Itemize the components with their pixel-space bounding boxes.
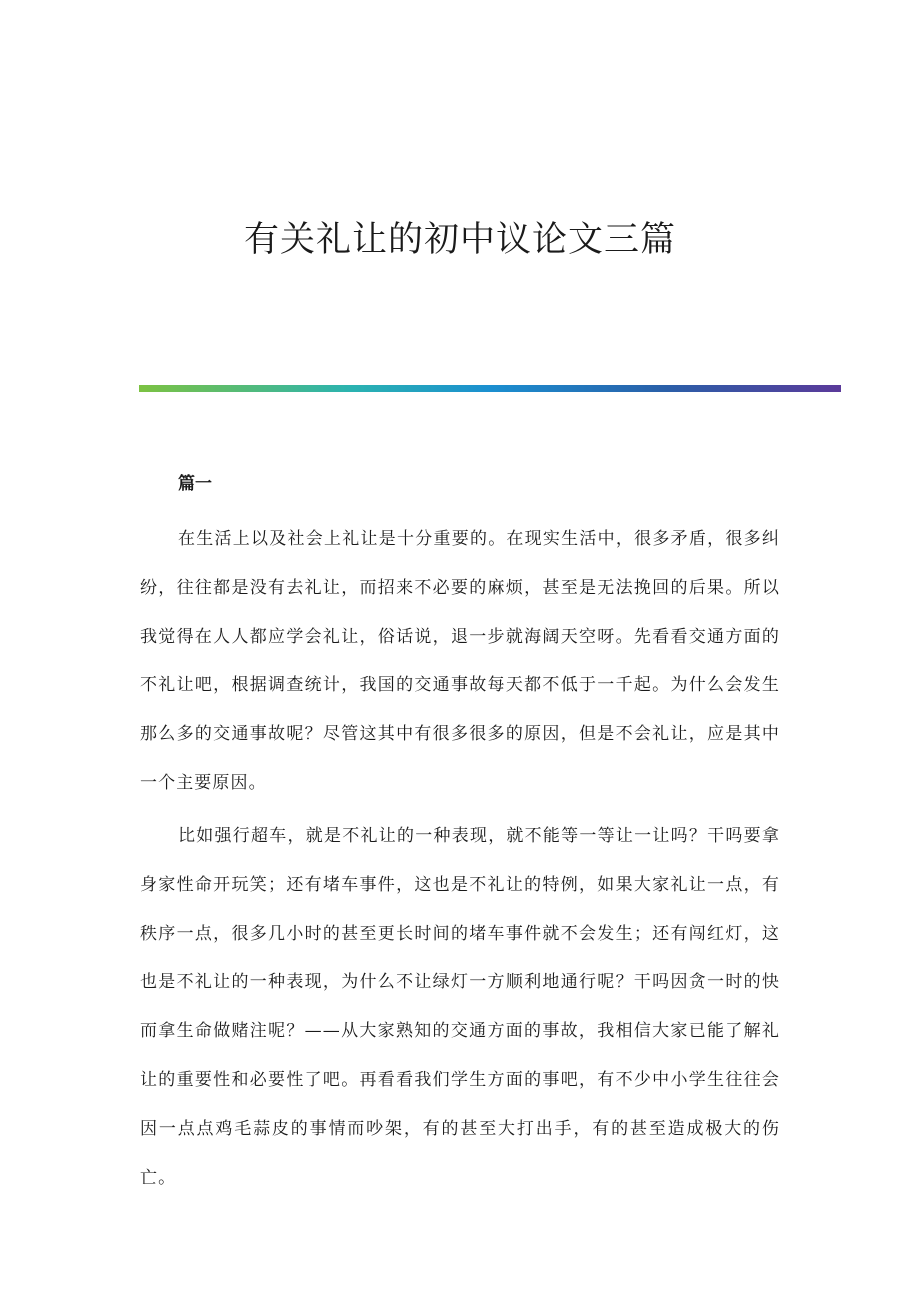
paragraph-1: 在生活上以及社会上礼让是十分重要的。在现实生活中，很多矛盾，很多纠纷，往往都是没有去礼让，而招来不必要的麻烦，甚至是无法挽回的后果。所以我觉得在人人都应学会礼让，俗话说，退一步就海阔天空呀。先看看交通方面的不礼让吧，根据调查统计，我国的交通事故每天都不低于一千起。为什么会发生那么多的交通事故呢？尽管这其中有很多很多的原因，但是不会礼让，应是其中一个主要原因。 <box>140 529 780 793</box>
paragraph-2: 比如强行超车，就是不礼让的一种表现，就不能等一等让一让吗？干吗要拿身家性命开玩笑；还有堵车事件，这也是不礼让的特例，如果大家礼让一点，有秩序一点，很多几小时的甚至更长时间的堵车事件就不会发生；还有闯红灯，这也是不礼让的一种表现，为什么不让绿灯一方顺利地通行呢？干吗因贪一时的快而拿生命做赌注呢？——从大家熟知的交通方面的事故，我相信大家已能了解礼让的重要性和必要性了吧。再看看我们学生方面的事吧，有不少中小学生往往会因一点点鸡毛蒜皮的事情而吵架，有的甚至大打出手，有的甚至造成极大的伤亡。 <box>140 826 780 1188</box>
section-heading: 篇一 <box>178 474 212 494</box>
document-title: 有关礼让的初中议论文三篇 <box>243 220 676 260</box>
title-divider <box>139 385 841 392</box>
